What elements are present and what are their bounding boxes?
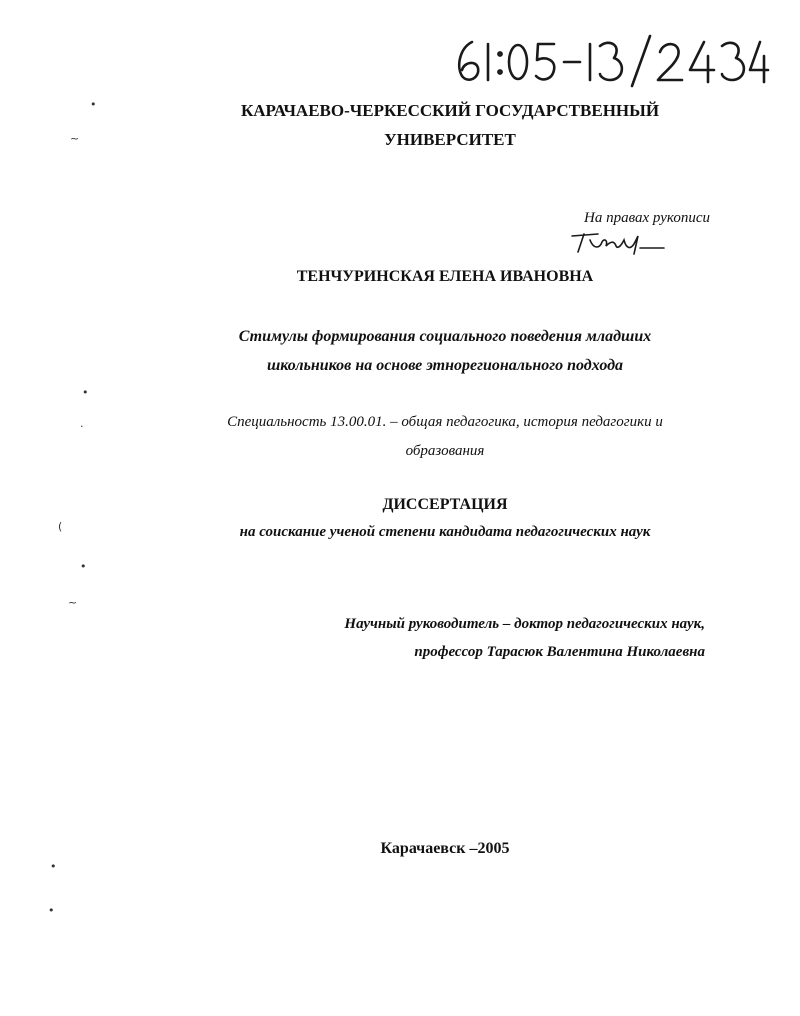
scan-mark: ~	[70, 132, 80, 145]
scan-mark: •	[50, 860, 57, 873]
handwritten-code-drawing	[450, 30, 770, 90]
university-line-1: КАРАЧАЕВО-ЧЕРКЕССКИЙ ГОСУДАРСТВЕННЫЙ	[240, 101, 660, 120]
dissertation-heading: ДИССЕРТАЦИЯ	[382, 496, 508, 513]
university-line-2: УНИВЕРСИТЕТ	[384, 130, 516, 149]
advisor-line-2: профессор Тарасюк Валентина Николаевна	[414, 644, 705, 660]
topic-line-2: школьников на основе этнорегионального подхода	[266, 357, 624, 374]
dissertation-subtitle: на соискание ученой степени кандидата педагогических наук	[239, 524, 651, 540]
scan-mark: (	[58, 520, 63, 533]
scan-mark: •	[90, 98, 97, 111]
author-name: ТЕНЧУРИНСКАЯ ЕЛЕНА ИВАНОВНА	[296, 268, 594, 285]
handwritten-signature	[568, 226, 668, 258]
specialty	[180, 408, 710, 466]
handwritten-catalog-code	[450, 30, 770, 90]
university-name	[180, 96, 720, 154]
specialty-line-2: образования	[405, 443, 485, 459]
topic-line-1: Стимулы формирования социального поведения младших	[238, 328, 652, 345]
scan-mark: •	[80, 560, 87, 573]
city-year: Карачаевск –2005	[380, 840, 510, 857]
scientific-advisor	[260, 610, 705, 666]
advisor-line-1: Научный руководитель – доктор педагогических наук,	[344, 616, 705, 632]
signature-drawing	[568, 226, 668, 258]
scan-mark: ~	[68, 596, 78, 609]
dissertation-topic	[180, 322, 710, 380]
scan-mark: ·	[80, 420, 84, 433]
specialty-line-1: Специальность 13.00.01. – общая педагогика, история педагогики и	[227, 414, 663, 430]
scan-mark: •	[48, 904, 55, 917]
scan-mark: •	[82, 386, 89, 399]
rights-note: На правах рукописи	[584, 210, 710, 226]
